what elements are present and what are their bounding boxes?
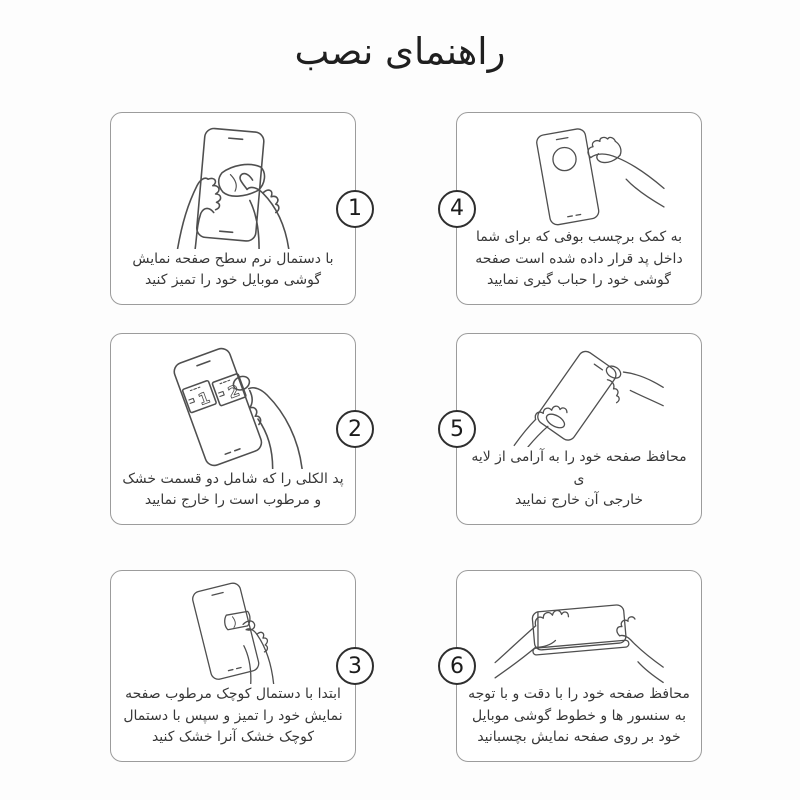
step-caption-3 — [119, 684, 347, 749]
caption-line: و مرطوب است را خارج نمایید — [144, 492, 322, 509]
step-number-3: 3 — [348, 653, 362, 679]
apply-protector-illustration-icon — [472, 577, 686, 684]
packet-label-1: 1 — [195, 388, 213, 410]
illustration-apply-protector — [465, 577, 693, 684]
step-card-3 — [110, 570, 362, 762]
step-number-2: 2 — [348, 416, 362, 442]
illustration-peel-layer — [465, 340, 693, 447]
step-number-badge-4 — [438, 190, 476, 228]
step-caption-2 — [119, 469, 347, 512]
step-number-4: 4 — [450, 196, 464, 221]
caption-line: نمایش خود را تمیز و سپس با دستمال — [123, 707, 343, 724]
wipe-dry-illustration-icon — [126, 577, 340, 684]
step-card-6 — [450, 570, 702, 762]
alcohol-pad-illustration-icon — [126, 340, 340, 469]
step-card-5 — [450, 333, 702, 525]
step-caption-4 — [465, 227, 693, 292]
step-card-1 — [110, 112, 362, 305]
step-number-badge-3 — [336, 647, 374, 685]
step-number-badge-5 — [438, 410, 476, 448]
illustration-small-cloth-wipe — [119, 577, 347, 684]
caption-line: ابتدا با دستمال کوچک مرطوب صفحه — [125, 685, 341, 702]
step-caption-1 — [119, 249, 347, 292]
step-caption-5 — [465, 447, 693, 512]
caption-line: محافظ صفحه خود را با دقت و با توجه — [468, 685, 690, 702]
step-card-4 — [450, 112, 702, 305]
step-number-badge-1 — [336, 190, 374, 228]
caption-line: خود بر روی صفحه نمایش بچسبانید — [477, 729, 681, 746]
caption-line: به کمک برچسب بوفی که برای شما — [475, 228, 683, 245]
peel-protector-illustration-icon — [472, 340, 686, 447]
caption-line: گوشی موبایل خود را تمیز کنید — [144, 272, 322, 289]
page-title: راهنمای نصب — [294, 30, 506, 73]
illustration-clean-soft-cloth — [119, 119, 347, 249]
caption-line: با دستمال نرم سطح صفحه نمایش — [132, 250, 334, 267]
illustration-alcohol-pads — [119, 340, 347, 469]
clean-phone-illustration-icon — [126, 119, 340, 249]
caption-line: گوشی خود را حباب گیری نمایید — [487, 272, 671, 289]
caption-line: داخل پد قرار داده شده است صفحه — [475, 250, 683, 267]
bubble-remove-illustration-icon — [472, 119, 686, 227]
packet-label-2: 2 — [225, 381, 242, 403]
step-number-5: 5 — [450, 416, 464, 442]
step-number-1: 1 — [348, 196, 362, 221]
step-number-badge-2 — [336, 410, 374, 448]
step-number-badge-6 — [438, 647, 476, 685]
step-number-6: 6 — [450, 653, 464, 679]
illustration-buff-sticker — [465, 119, 693, 227]
caption-line: خارجی آن خارج نمایید — [515, 492, 643, 509]
caption-line: کوچک خشک آنرا خشک کنید — [151, 729, 315, 746]
caption-line: محافظ صفحه خود را به آرامی از لایه ی — [471, 448, 687, 487]
caption-line: پد الکلی را که شامل دو قسمت خشک — [122, 470, 344, 487]
caption-line: به سنسور ها و خطوط گوشی موبایل — [472, 707, 686, 724]
step-card-2 — [110, 333, 362, 525]
step-caption-6 — [465, 684, 693, 749]
